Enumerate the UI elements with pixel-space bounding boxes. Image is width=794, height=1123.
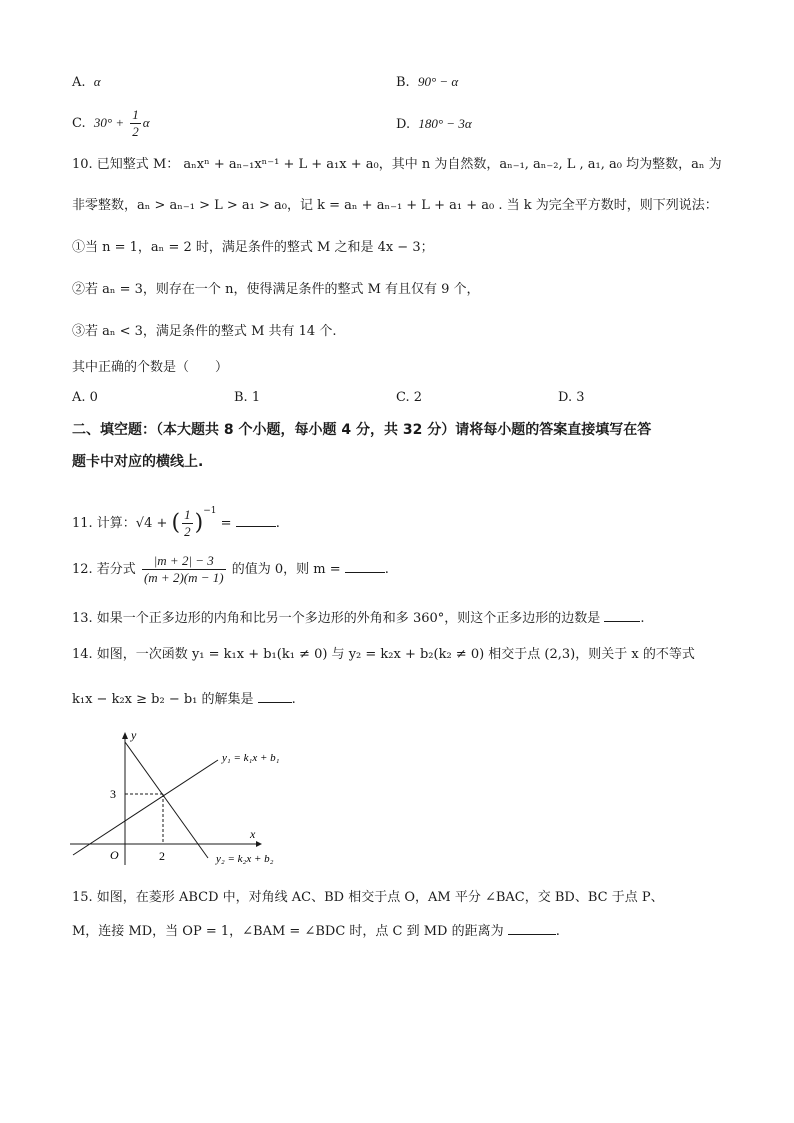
equals-sign: = — [220, 516, 232, 531]
function-graph — [60, 725, 300, 875]
q10-line-1: 10. 已知整式 M： aₙxⁿ + aₙ₋₁xⁿ⁻¹ + L + a₁x + a₀，其中 n 为自然数，aₙ₋₁, aₙ₋₂, L , a₁, a₀ 均为整数，aₙ 为 — [72, 157, 722, 172]
q10-question: 其中正确的个数是（ ） — [72, 360, 229, 375]
q13 — [72, 607, 645, 629]
q10-statement-3: ③若 aₙ < 3，满足条件的整式 M 共有 14 个. — [72, 324, 337, 339]
line-y2 — [125, 742, 208, 858]
option-text: α — [93, 74, 101, 89]
period: . — [640, 611, 645, 626]
q15-text: M，连接 MD，当 OP = 1，∠BAM = ∠BDC 时，点 C 到 MD 的距离为 — [72, 924, 504, 939]
q15-line-2 — [72, 920, 560, 942]
period: . — [291, 692, 296, 707]
option-label: B. — [396, 75, 410, 90]
section-heading: 二、填空题：（本大题共 8 个小题，每小题 4 分，共 32 分）请将每小题的答案直接填写在答 — [72, 422, 652, 438]
q14-line-1: 14. 如图，一次函数 y₁ = k₁x + b₁(k₁ ≠ 0) 与 y₂ = k₂x + b₂(k₂ ≠ 0) 相交于点 (2,3)，则关于 x 的不等式 — [72, 647, 695, 662]
q10-option-d: D. 3 — [558, 390, 585, 405]
fraction-numerator: 1 — [132, 107, 139, 122]
q12-middle: 的值为 0，则 m = — [231, 562, 341, 577]
period: . — [275, 516, 280, 531]
q14-line-2 — [72, 688, 296, 710]
option-text: 90° − α — [417, 74, 459, 89]
period: . — [384, 562, 389, 577]
q14-text: k₁x − k₂x ≥ b₂ − b₁ 的解集是 — [72, 692, 254, 707]
tick-label-2: 2 — [159, 849, 165, 863]
option-label: A. — [72, 75, 86, 90]
q10-statement-2: ②若 aₙ = 3，则存在一个 n，使得满足条件的整式 M 有且仅有 9 个， — [72, 282, 480, 297]
paren-open: ( — [171, 510, 181, 536]
fraction-numerator: |m + 2| − 3 — [142, 553, 226, 570]
q11 — [72, 494, 280, 541]
x-axis-label: x — [250, 827, 256, 841]
exponent: −1 — [203, 506, 217, 516]
fraction-denominator: (m + 2)(m − 1) — [143, 570, 224, 585]
option-text: α — [142, 115, 150, 130]
fraction — [130, 107, 141, 140]
fraction-denominator: 2 — [132, 124, 139, 139]
section-heading-cont: 题卡中对应的横线上. — [72, 454, 204, 470]
paren-close: ) — [194, 510, 204, 536]
q15-line-1: 15. 如图，在菱形 ABCD 中，对角线 AC、BD 相交于点 O，AM 平分 ∠BAC，交 BD、BC 于点 P、 — [72, 890, 664, 905]
tick-label-3: 3 — [110, 787, 116, 801]
q10-line-2: 非零整数，aₙ > aₙ₋₁ > L > a₁ > a₀，记 k = aₙ + aₙ₋₁ + L + a₁ + a₀ . 当 k 为完全平方数时，则下列说法： — [72, 198, 718, 213]
fraction-denominator: 2 — [184, 524, 191, 539]
q10-option-b: B. 1 — [234, 390, 261, 405]
q11-prefix: 11. 计算：√4 + — [72, 516, 168, 531]
x-axis-arrow-icon — [256, 841, 262, 847]
fraction — [182, 507, 193, 540]
answer-blank[interactable] — [604, 607, 640, 622]
answer-blank[interactable] — [508, 920, 556, 935]
option-text: 30° + — [93, 115, 125, 130]
answer-blank[interactable] — [258, 688, 292, 703]
q10-option-c: C. 2 — [396, 390, 423, 405]
q10-statement-1: ①当 n = 1，aₙ = 2 时，满足条件的整式 M 之和是 4x − 3； — [72, 240, 434, 255]
option-label: D. — [396, 117, 411, 132]
q9-option-b — [396, 72, 458, 93]
period: . — [555, 924, 560, 939]
q13-text: 13. 如果一个正多边形的内角和比另一个多边形的外角和多 360°，则这个正多边形的边数是 — [72, 611, 601, 626]
label-y2: y₂ = k₂x + b₂ — [216, 853, 274, 865]
q9-option-d — [396, 114, 472, 135]
option-text: 180° − 3α — [418, 116, 472, 131]
fraction — [142, 553, 226, 586]
y-axis-label: y — [131, 728, 137, 742]
answer-blank[interactable] — [236, 512, 276, 527]
q9-option-a — [72, 72, 101, 93]
q12-prefix: 12. 若分式 — [72, 562, 136, 577]
answer-blank[interactable] — [345, 558, 385, 573]
q12 — [72, 551, 389, 589]
q9-option-c — [72, 106, 150, 141]
fraction-numerator: 1 — [184, 507, 191, 522]
y-axis-arrow-icon — [122, 732, 128, 739]
option-label: C. — [72, 116, 86, 131]
label-y1: y₁ = k₁x + b₁ — [222, 752, 280, 764]
q10-option-a: A. 0 — [72, 390, 98, 405]
origin-label: O — [110, 848, 119, 862]
